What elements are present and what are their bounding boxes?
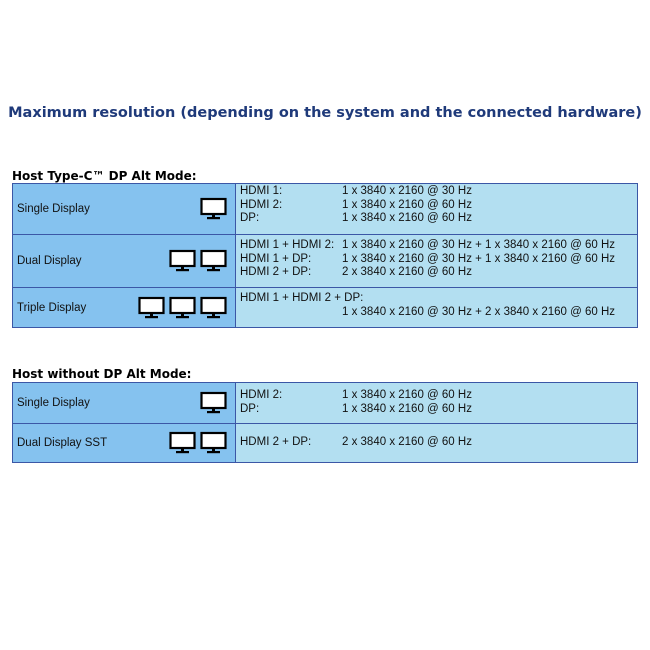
detail-line <box>240 292 633 306</box>
detail-line <box>240 253 633 267</box>
row-label: Dual Display SST <box>17 437 108 449</box>
monitor-icon <box>200 392 227 415</box>
port-label <box>240 306 342 320</box>
monitor-icon <box>169 432 196 455</box>
table-row <box>13 287 637 327</box>
monitor-icons <box>169 250 227 273</box>
detail-line <box>240 389 633 403</box>
row-label: Single Display <box>17 203 90 215</box>
monitor-icon <box>200 250 227 273</box>
monitor-icon <box>200 198 227 221</box>
resolution-value: 1 x 3840 x 2160 @ 60 Hz <box>342 402 472 415</box>
detail-line <box>240 403 633 417</box>
resolution-value: 1 x 3840 x 2160 @ 60 Hz <box>342 198 472 211</box>
port-label: HDMI 2 + DP: <box>240 436 312 449</box>
port-label: HDMI 1 + DP: <box>240 252 312 265</box>
port-label: HDMI 2: <box>240 198 283 211</box>
detail-line <box>240 436 472 450</box>
detail-line <box>240 306 633 320</box>
row-details-cell <box>236 184 637 234</box>
resolution-table-type-c <box>12 183 638 328</box>
detail-line <box>240 185 633 199</box>
row-details-cell <box>236 424 637 462</box>
row-details-cell <box>236 383 637 423</box>
resolution-value: 1 x 3840 x 2160 @ 60 Hz <box>342 389 472 401</box>
detail-line <box>240 212 633 226</box>
detail-line <box>240 239 633 253</box>
monitor-icon <box>169 250 196 273</box>
monitor-icon <box>169 296 196 319</box>
resolution-value: 2 x 3840 x 2160 @ 60 Hz <box>342 266 472 278</box>
resolution-value: 1 x 3840 x 2160 @ 30 Hz + 2 x 3840 x 2160 @ 60 Hz <box>342 305 616 318</box>
resolution-value: 1 x 3840 x 2160 @ 30 Hz + 1 x 3840 x 2160 @ 60 Hz <box>342 252 616 265</box>
monitor-icons <box>169 432 227 455</box>
page-title: Maximum resolution (depending on the system and the connected hardware) <box>8 105 642 121</box>
detail-line <box>240 266 633 280</box>
row-label-cell <box>13 424 236 462</box>
row-label-cell <box>13 235 236 287</box>
monitor-icons <box>138 296 227 319</box>
port-label: HDMI 1 + HDMI 2: <box>240 239 335 251</box>
resolution-table-no-dp-alt <box>12 382 638 463</box>
monitor-icon <box>138 296 165 319</box>
monitor-icons <box>200 392 227 415</box>
monitor-icon <box>200 296 227 319</box>
table-row <box>13 184 637 234</box>
resolution-value: 1 x 3840 x 2160 @ 30 Hz + 1 x 3840 x 2160 @ 60 Hz <box>342 239 616 251</box>
section-heading-no-dp-alt: Host without DP Alt Mode: <box>12 367 192 381</box>
detail-line <box>240 199 633 213</box>
resolution-value: 1 x 3840 x 2160 @ 60 Hz <box>342 212 472 224</box>
port-label: HDMI 1: <box>240 185 283 197</box>
port-label: HDMI 2: <box>240 389 283 401</box>
section-heading-type-c: Host Type-C™ DP Alt Mode: <box>12 169 197 183</box>
row-label: Triple Display <box>17 301 87 314</box>
row-label-cell <box>13 288 236 327</box>
table-row <box>13 383 637 423</box>
row-label: Dual Display <box>17 255 82 267</box>
row-details-cell <box>236 288 637 327</box>
port-label: DP: <box>240 212 260 224</box>
resolution-value: 2 x 3840 x 2160 @ 60 Hz <box>342 436 472 449</box>
row-label-cell <box>13 184 236 234</box>
row-label-cell <box>13 383 236 423</box>
table-row <box>13 423 637 462</box>
port-label: DP: <box>240 402 260 415</box>
port-label: HDMI 1 + HDMI 2 + DP: <box>240 292 364 304</box>
row-label: Single Display <box>17 397 90 409</box>
monitor-icon <box>200 432 227 455</box>
resolution-value: 1 x 3840 x 2160 @ 30 Hz <box>342 185 472 197</box>
table-row <box>13 234 637 287</box>
monitor-icons <box>200 198 227 221</box>
row-details-cell <box>236 235 637 287</box>
port-label: HDMI 2 + DP: <box>240 266 312 278</box>
